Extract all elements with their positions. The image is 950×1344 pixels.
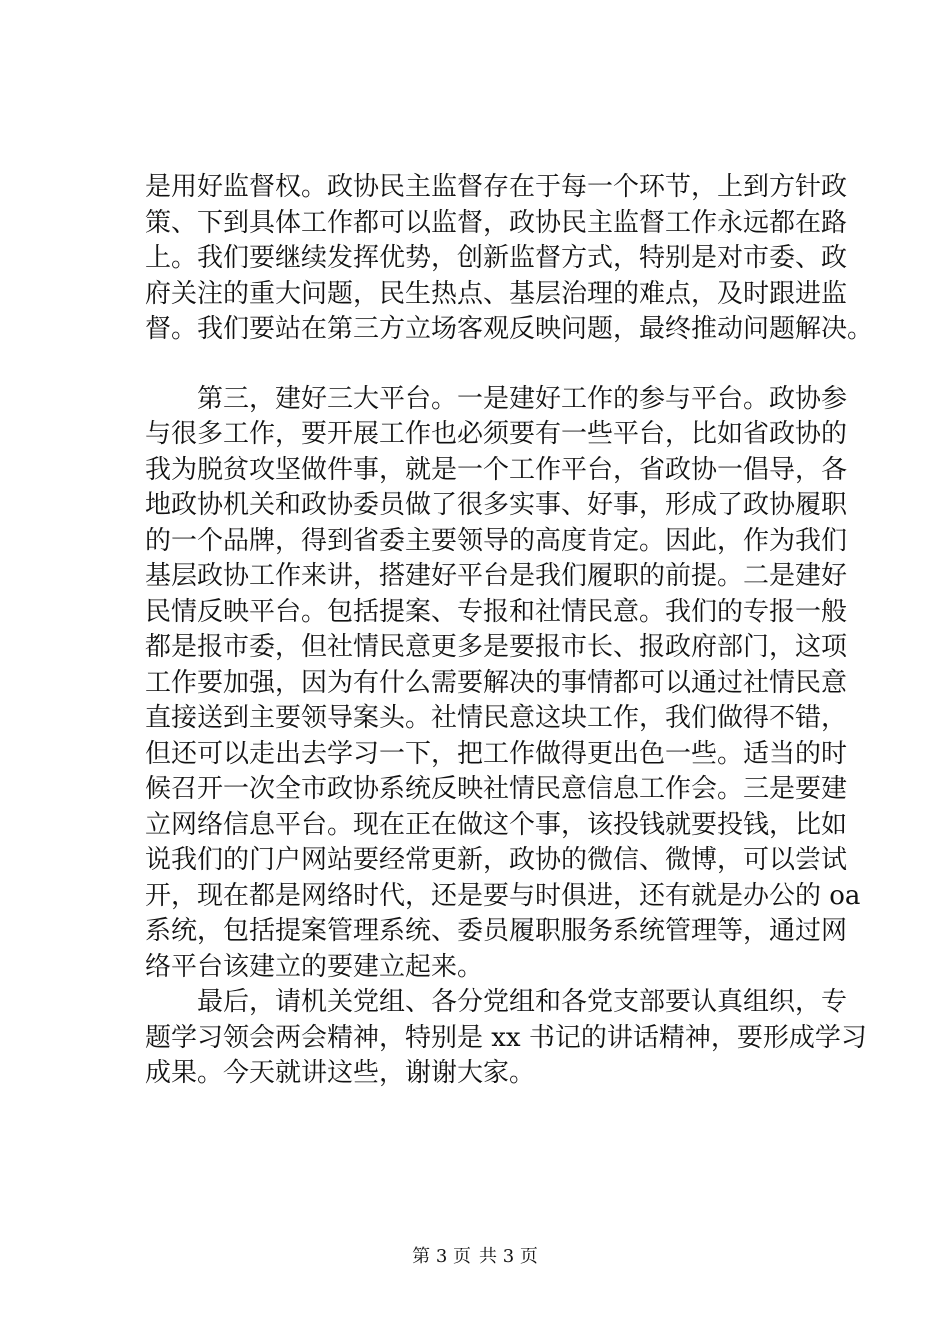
text-line: 府关注的重大问题，民生热点、基层治理的难点，及时跟进监	[145, 278, 848, 309]
text-line: 立网络信息平台。现在正在做这个事，该投钱就要投钱，比如	[145, 809, 848, 840]
page-footer	[0, 1245, 950, 1269]
text-line: 题学习领会两会精神，特别是 xx 书记的讲话精神，要形成学习	[145, 1022, 867, 1053]
text-line: 基层政协工作来讲，搭建好平台是我们履职的前提。二是建好	[145, 561, 848, 591]
paragraph-spacer	[145, 348, 807, 382]
text-line: 第三，建好三大平台。一是建好工作的参与平台。政协参	[145, 383, 848, 414]
text-line: 候召开一次全市政协系统反映社情民意信息工作会。三是要建	[145, 774, 848, 804]
page-number: 第 3 页	[412, 1246, 471, 1267]
paragraph-1	[145, 170, 874, 348]
text-line: 成果。今天就讲这些，谢谢大家。	[145, 1058, 536, 1088]
text-line: 民情反映平台。包括提案、专报和社情民意。我们的专报一般	[145, 596, 848, 627]
text-line: 督。我们要站在第三方立场客观反映问题，最终推动问题解决。	[145, 314, 874, 344]
text-line: 策、下到具体工作都可以监督，政协民主监督工作永远都在路	[145, 207, 848, 238]
paragraph-3	[145, 985, 867, 1092]
document-body	[145, 170, 874, 1092]
text-line: 说我们的门户网站要经常更新，政协的微信、微博，可以尝试	[145, 845, 848, 875]
text-line: 络平台该建立的要建立起来。	[145, 951, 484, 982]
text-line: 的一个品牌，得到省委主要领导的高度肯定。因此，作为我们	[145, 525, 848, 556]
text-line: 都是报市委，但社情民意更多是要报市长、报政府部门，这项	[145, 632, 848, 662]
text-line: 是用好监督权。政协民主监督存在于每一个环节，上到方针政	[145, 172, 848, 202]
text-line: 但还可以走出去学习一下，把工作做得更出色一些。适当的时	[145, 738, 848, 769]
text-line: 最后，请机关党组、各分党组和各党支部要认真组织，专	[145, 987, 848, 1017]
paragraph-2	[145, 382, 861, 986]
page-total: 共 3 页	[479, 1246, 538, 1267]
text-line: 工作要加强，因为有什么需要解决的事情都可以通过社情民意	[145, 667, 848, 698]
text-line: 上。我们要继续发挥优势，创新监督方式，特别是对市委、政	[145, 243, 848, 273]
text-line: 我为脱贫攻坚做件事，就是一个工作平台，省政协一倡导，各	[145, 454, 848, 485]
text-line: 系统，包括提案管理系统、委员履职服务系统管理等，通过网	[145, 916, 848, 946]
text-line: 直接送到主要领导案头。社情民意这块工作，我们做得不错，	[145, 703, 848, 733]
text-line: 与很多工作，要开展工作也必须要有一些平台，比如省政协的	[145, 419, 848, 449]
text-line: 开，现在都是网络时代，还是要与时俱进，还有就是办公的 oa	[145, 880, 861, 911]
text-line: 地政协机关和政协委员做了很多实事、好事，形成了政协履职	[145, 490, 848, 520]
